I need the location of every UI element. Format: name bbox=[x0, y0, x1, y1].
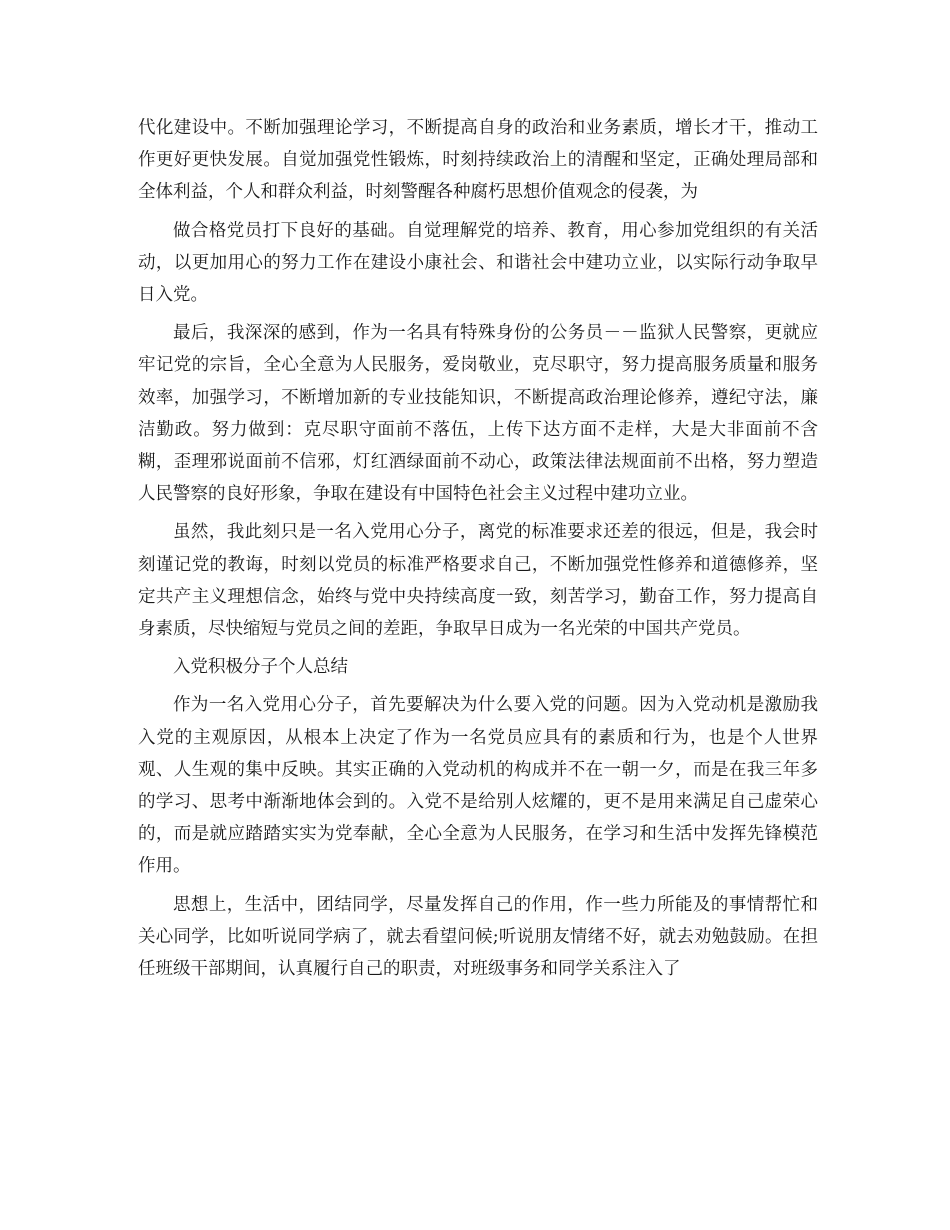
paragraph-motivation: 作为一名入党用心分子，首先要解决为什么要入党的问题。因为入党动机是激励我入党的主观原因，从根本上决定了作为一名党员应具有的素质和行为，也是个人世界观、人生观的集中反映。其实正确的入党动机的构成并不在一朝一夕，而是在我三年多的学习、思考中渐渐地体会到的。入党不是给别人炫耀的，更不是用来满足自己虚荣心的，而是就应踏踏实实为党奉献，全心全意为人民服务，在学习和生活中发挥先锋模范作用。 bbox=[138, 695, 818, 877]
section-heading: 入党积极分子个人总结 bbox=[173, 657, 348, 678]
paragraph-party-training: 做合格党员打下良好的基础。自觉理解党的培养、教育，用心参加党组织的有关活动，以更加用心的努力工作在建设小康社会、和谐社会中建功立业，以实际行动争取早日入党。 bbox=[138, 220, 818, 306]
paragraph-commitment: 虽然，我此刻只是一名入党用心分子，离党的标准要求还差的很远，但是，我会时刻谨记党的教诲，时刻以党员的标准严格要求自己，不断加强党性修养和道德修养，坚定共产主义理想信念，始终与党中央持续高度一致，刻苦学习，勤奋工作，努力提高自身素质，尽快缩短与党员之间的差距，争取早日成为一名光荣的中国共产党员。 bbox=[138, 522, 818, 640]
paragraph-continuation: 代化建设中。不断加强理论学习，不断提高自身的政治和业务素质，增长才干，推动工作更好更快发展。自觉加强党性锻炼，时刻持续政治上的清醒和坚定，正确处理局部和全体利益，个人和群众利益，时刻警醒各种腐朽思想价值观念的侵袭，为 bbox=[138, 118, 818, 203]
paragraph-police-duty: 最后，我深深的感到，作为一名具有特殊身份的公务员－－监狱人民警察，更就应牢记党的宗旨，全心全意为人民服务，爱岗敬业，克尽职守，努力提高服务质量和服务效率，加强学习，不断增加新的专业技能知识，不断提高政治理论修养，遵纪守法，廉洁勤政。努力做到：克尽职守面前不落伍，上传下达方面不走样，大是大非面前不含糊，歪理邪说面前不信邪，灯红酒绿面前不动心，政策法律法规面前不出格，努力塑造人民警察的良好形象，争取在建设有中国特色社会主义过程中建功立业。 bbox=[138, 323, 818, 505]
paragraph-daily-life: 思想上，生活中，团结同学，尽量发挥自己的作用，作一些力所能及的事情帮忙和关心同学，比如听说同学病了，就去看望问候;听说朋友情绪不好，就去劝勉鼓励。在担任班级干部期间，认真履行自己的职责，对班级事务和同学关系注入了 bbox=[138, 894, 818, 980]
document-body bbox=[138, 112, 818, 991]
